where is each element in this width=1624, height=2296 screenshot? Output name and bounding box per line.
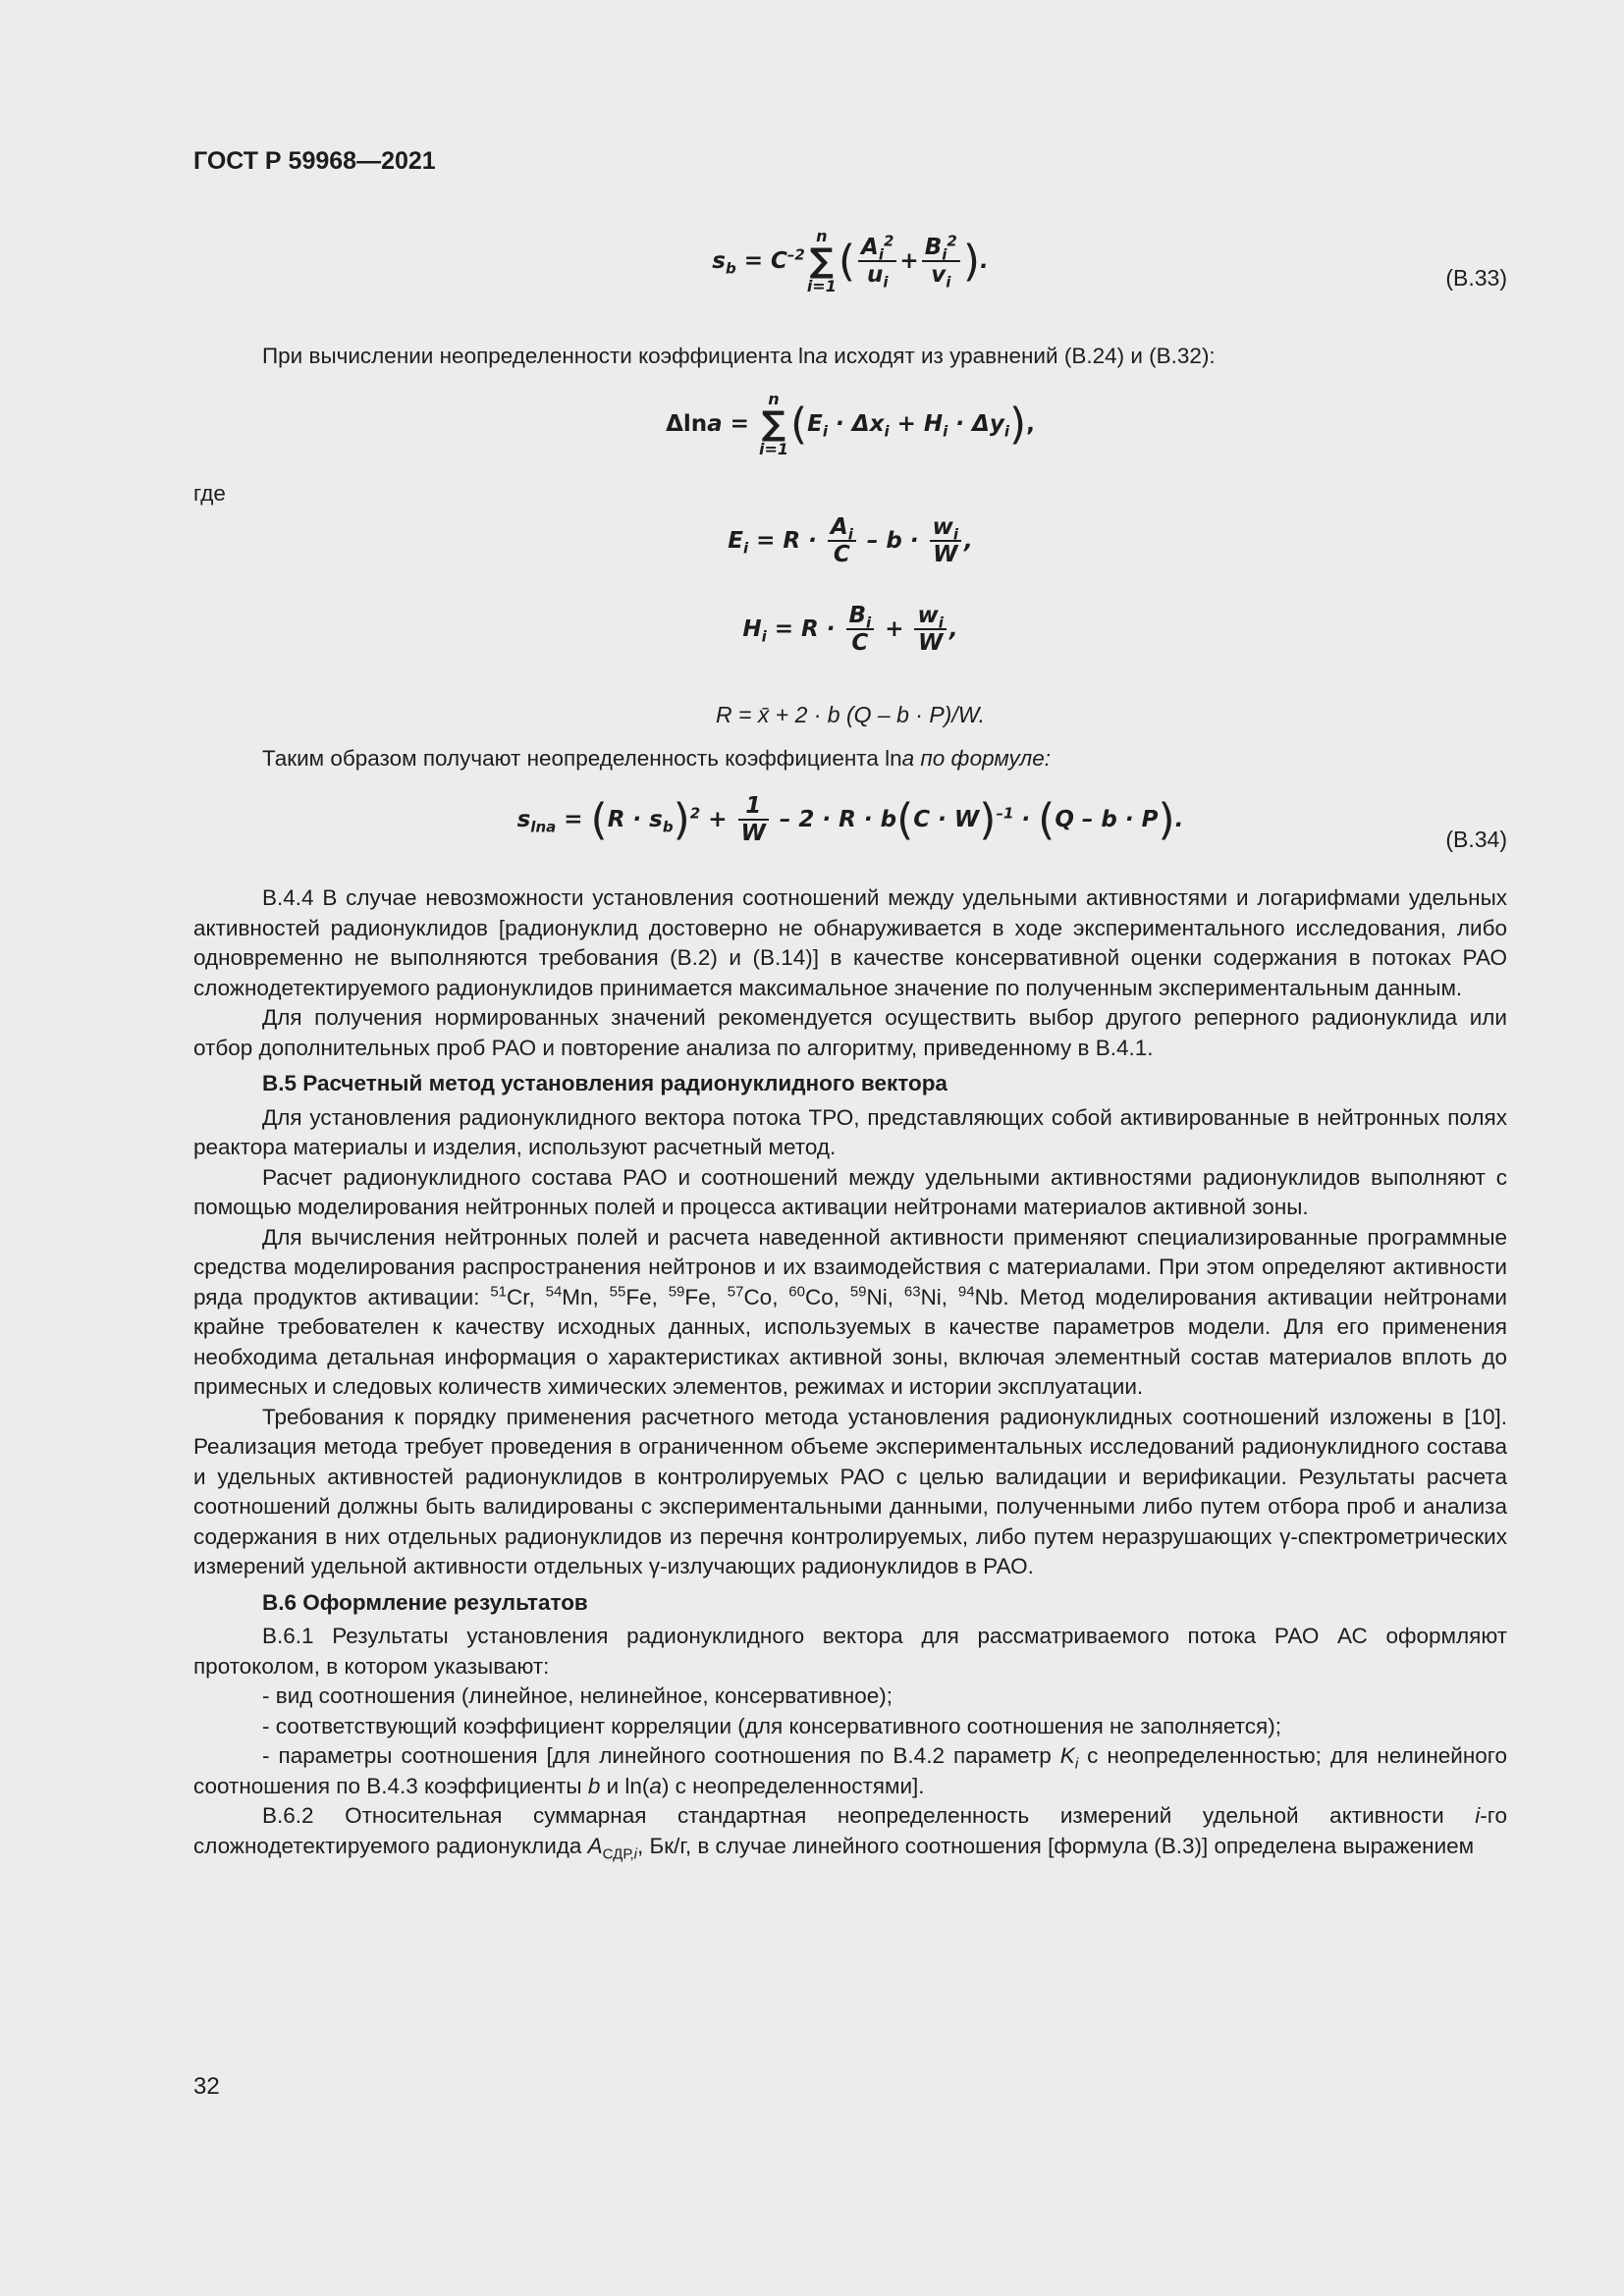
where-label: где [193,481,226,506]
page-body [193,147,1507,2110]
section-heading-b6: В.6 Оформление результатов [262,1589,588,1615]
paragraph-b62: В.6.2 Относительная суммарная стандартная неопределенность измерений удельной активности i-го сложнодетектируемого радионуклида $A_{СДР,i}$, Бк/г, в случае линейного соотношения [формула (В.3)] определена выражением [193,1803,1507,1862]
paragraph-b44: В.4.4 В случае невозможности установления соотношений между удельными активностями и логарифмами удельных активностей радионуклидов [радионуклид достоверно не обнаруживается в ходе экспериментального исследования, либо одновременно не выполняются требования (В.2) и (В.14)] в качестве консервативной оценки содержания в потоках РАО сложнодетектируемого радионуклидов принимается максимальное значение по полученным экспериментальным данным. [193,885,1507,1000]
page-number: 32 [193,2073,220,2100]
nuclide: $^{94}$Nb. [957,1283,1009,1309]
formula-r: R = x̄ + 2 · b (Q – b · P)/W. [716,702,985,727]
formula-b33: $s_b = C^{-2}n$ ∑ i=1( $\frac{A_i^2}{u_i}$ + $\frac{B_i^2}{v_i}$ ). [712,227,989,295]
equation-number-b33: (В.33) [1445,265,1507,291]
document-header: ГОСТ Р 59968—2021 [193,147,436,175]
paragraph-b5-4: Требования к порядку применения расчетного метода установления радионуклидных соотношений изложены в [10]. Реализация метода требует проведения в ограниченном объеме экспериментальных исследований радионуклидного состава и удельных активностей радионуклидов в контролируемых РАО с целью валидации и верификации. Результаты расчета соотношений должны быть валидированы с экспериментальными данными, полученными либо путем отбора проб и анализа содержания в них отдельных радионуклидов из перечня контролируемых, либо путем неразрушающих γ-спектрометрических измерений удельной активности отдельных γ-излучающих радионуклидов в РАО. [193,1404,1507,1578]
nuclide: $^{57}$Co, [727,1283,789,1309]
nuclide: $^{55}$Fe, [609,1283,669,1309]
paragraph-result-intro: Таким образом получают неопределенность коэффициента lna по формуле: [262,746,1051,771]
nuclide-list [490,1285,1008,1309]
equation-number-b34: (В.34) [1445,827,1507,852]
paragraph-b44-2: Для получения нормированных значений рекомендуется осуществить выбор другого реперного радионуклида или отбор дополнительных проб РАО и повторение анализа по алгоритму, приведенному в В.4.1. [193,1005,1507,1060]
nuclide: $^{54}$Mn, [545,1283,610,1309]
formula-e-i: $E_i = R$ · $\frac{A_i}{C}$ – b · $\frac{w_i}{W}$ , [728,514,973,567]
list-item-2: - соответствующий коэффициент корреляции (для консервативного соотношения не заполняется); [262,1713,1281,1738]
nuclide: $^{63}$Ni, [903,1283,958,1309]
paragraph-b5-2: Расчет радионуклидного состава РАО и соотношений между удельными активностями радионуклидов выполняют с помощью моделирования нейтронных полей и процесса активации нейтронами материалов активной зоны. [193,1164,1507,1219]
nuclide: $^{51}$Cr, [490,1283,546,1309]
nuclide: $^{60}$Co, [788,1283,850,1309]
nuclide: $^{59}$Ni, [849,1283,904,1309]
nuclide: $^{59}$Fe, [668,1283,728,1309]
list-item-3: - параметры соотношения [для линейного соотношения по В.4.2 параметр $K_i$ с неопределенностью; для нелинейного соотношения по В.4.3 коэффициенты b и ln(a) с неопределенностями]. [193,1743,1507,1798]
paragraph-lna-intro: При вычислении неопределенности коэффициента lna исходят из уравнений (В.24) и (В.32): [262,344,1216,368]
section-heading-b5: В.5 Расчетный метод установления радионуклидного вектора [262,1071,947,1095]
formula-b34: $s_{lna} = (R \cdot s_b)^2$ + $\frac{1}{W}$ – $2 \cdot R \cdot b(C \cdot W)^{-1} \cdot (Q - b \cdot P)$. [516,793,1184,846]
list-item-1: - вид соотношения (линейное, нелинейное, консервативное); [262,1683,893,1708]
formula-h-i: $H_i = R$ · $\frac{B_i}{C}$ + $\frac{w_i}{W}$ , [742,603,958,656]
body-text [193,883,1507,1861]
formula-delta-lna: Δlna = n ∑ $i=1(E_i \cdot \Delta x_i + H_i \cdot \Delta y_i)$, [666,390,1035,458]
paragraph-b5-3: Для вычисления нейтронных полей и расчета наведенной активности применяют специализированные программные средства моделирования распространения нейтронов и их взаимодействия с материалами. При этом определяют активности ряда продуктов активации: $^{51}$Cr, $^{54}$Mn, $^{55}$Fe, $^{59}$Fe, $^{57}$Co, $^{60}$Co, $^{59}$Ni, $^{63}$Ni, $^{94}$Nb. Метод моделирования активации нейтронами крайне требователен к качеству исходных данных, используемых в качестве параметров модели. Для его применения необходима детальная информация о характеристиках активной зоны, включая элементный состав материалов вплоть до примесных и следовых количеств химических элементов, режимах и истории эксплуатации. [193,1224,1507,1399]
paragraph-b5-1: Для установления радионуклидного вектора потока ТРО, представляющих собой активированные в нейтронных полях реактора материалы и изделия, используют расчетный метод. [193,1104,1507,1159]
paragraph-b61: В.6.1 Результаты установления радионуклидного вектора для рассматриваемого потока РАО АС оформляют протоколом, в котором указывают: [193,1624,1507,1679]
